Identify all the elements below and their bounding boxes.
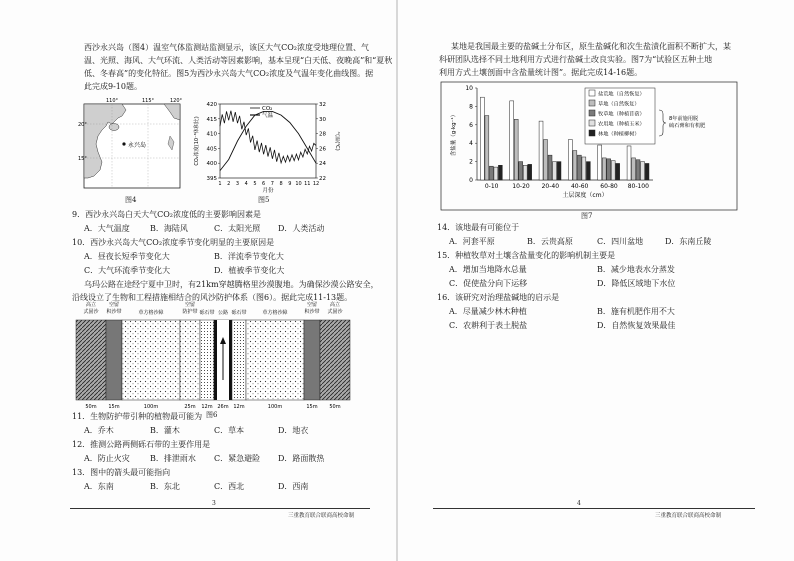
belt-width-label: 26m bbox=[217, 404, 229, 410]
y-tick-label: 410 bbox=[206, 131, 217, 138]
legend-label-co2: CO₂ bbox=[262, 106, 273, 112]
salinity-bar bbox=[586, 162, 590, 180]
q13-option: D．西南 bbox=[278, 482, 309, 491]
q13-option: A．东南 bbox=[84, 482, 114, 491]
question-14: 14．该地最有可能位于 bbox=[437, 223, 520, 232]
q10-option: A．昼夜长短季节变化大 bbox=[84, 252, 170, 261]
belt-width-label: 100m bbox=[143, 404, 159, 410]
lon-label: 120° bbox=[170, 98, 183, 104]
q11-option: C．草本 bbox=[214, 426, 245, 435]
intro-line: 低、冬春高”的变化特征。图5为西沙永兴岛大气CO₂浓度及气温年变化曲线图。据 bbox=[84, 69, 374, 78]
salinity-bar bbox=[480, 97, 484, 180]
belt-zone bbox=[122, 320, 180, 400]
lat-label: 20° bbox=[78, 122, 87, 128]
annotation-text: 硫石膏和有机肥 bbox=[669, 123, 706, 129]
intro-line: 此完成9-10题。 bbox=[84, 82, 142, 91]
x-tick-label: 1 bbox=[218, 181, 222, 187]
belt-top-label: 公路 bbox=[217, 310, 229, 316]
question-16: 16．该研究对治理盐碱地的启示是 bbox=[437, 293, 560, 302]
q12-option: D．路面散热 bbox=[278, 454, 325, 463]
q13-option: C．西北 bbox=[214, 482, 245, 491]
q16-option: D．自然恢复效果最佳 bbox=[597, 321, 676, 330]
page-number: 4 bbox=[577, 500, 581, 507]
salinity-bar bbox=[539, 121, 543, 180]
belt-top-label: 空留 bbox=[306, 302, 318, 308]
legend-swatch bbox=[589, 130, 595, 136]
x-tick-label: 7 bbox=[270, 181, 274, 187]
belt-top-label: 式固沙 bbox=[327, 309, 343, 315]
legend-swatch bbox=[589, 120, 595, 126]
y2-tick-label: 26 bbox=[319, 146, 326, 153]
belt-top-label: 空留 bbox=[108, 302, 120, 308]
x-tick-label: 3 bbox=[235, 181, 240, 187]
figure-6-caption: 图6 bbox=[206, 411, 218, 419]
figure-5-chart bbox=[190, 96, 340, 194]
belt-top-label: 草方格沙障 bbox=[262, 310, 288, 316]
x-tick-label: 12 bbox=[312, 181, 320, 187]
x-tick-label: 80-100 bbox=[627, 183, 649, 190]
question-15: 15．种植牧草对土壤含盐量变化的影响机制主要是 bbox=[437, 251, 616, 260]
x-tick-label: 10 bbox=[295, 181, 302, 187]
figure-5-caption: 图5 bbox=[258, 196, 270, 204]
salinity-bar bbox=[568, 140, 572, 180]
footer-divider bbox=[70, 508, 370, 509]
salinity-bar bbox=[627, 146, 631, 180]
x-tick-label: 5 bbox=[253, 181, 257, 187]
q14-option: B．云贵高原 bbox=[527, 237, 573, 246]
q14-option: D．东南丘陵 bbox=[665, 237, 712, 246]
q15-option: D．降低区域地下水位 bbox=[597, 279, 676, 288]
q13-option: B．东北 bbox=[150, 482, 180, 491]
salinity-bar bbox=[632, 158, 636, 180]
q11-option: B．灌木 bbox=[150, 426, 180, 435]
belt-width-label: 50m bbox=[329, 404, 341, 410]
intro-line: 温、光照、海风、大气环流、人类活动等因素影响，基本呈现“白天低、夜晚高”和“夏秋 bbox=[84, 56, 393, 65]
belt-width-label: 12m bbox=[233, 404, 245, 410]
q9-option: D．人类活动 bbox=[278, 224, 325, 233]
y-tick-label: 415 bbox=[206, 116, 217, 123]
legend-swatch bbox=[589, 100, 595, 106]
belt-zone bbox=[232, 320, 246, 400]
legend-label-temp: 气温 bbox=[262, 113, 274, 119]
q16-option: C．农耕利于表土脱盐 bbox=[449, 321, 528, 330]
belt-width-label: 100m bbox=[267, 404, 283, 410]
belt-top-label: 空留 bbox=[184, 302, 196, 308]
q12-option: B．排泄雨水 bbox=[150, 454, 196, 463]
belt-zone bbox=[304, 320, 320, 400]
footer-divider bbox=[433, 508, 755, 509]
passage-line: 乌玛公路在途经宁夏中卫时，有21km穿越腾格里沙漠腹地。为确保沙漠公路安全， bbox=[84, 280, 379, 289]
belt-zone bbox=[106, 320, 122, 400]
salinity-bar bbox=[548, 155, 552, 180]
intro-line: 某地是我国最主要的盐碱土分布区，原生盐碱化和次生盐渍化面积不断扩大，某 bbox=[451, 42, 731, 51]
question-10: 10．西沙永兴岛大气CO₂浓度季节变化明显的主要原因是 bbox=[72, 238, 275, 247]
q10-option: C．大气环流季节变化大 bbox=[84, 266, 171, 275]
salinity-bar bbox=[523, 165, 527, 180]
salinity-bar bbox=[498, 165, 502, 180]
lat-label: 15° bbox=[78, 156, 87, 162]
q15-option: B．减少地表水分蒸发 bbox=[597, 265, 675, 274]
y-tick-label: 4 bbox=[469, 140, 473, 148]
salinity-bar bbox=[510, 101, 514, 180]
q10-option: D．植被季节变化大 bbox=[214, 266, 285, 275]
belt-top-label: 防护带 bbox=[182, 309, 198, 315]
y-tick-label: 6 bbox=[469, 121, 473, 129]
belt-width-label: 25m bbox=[184, 404, 196, 410]
y2-axis-label: 气温(℃) bbox=[334, 131, 340, 151]
belt-width-label: 15m bbox=[306, 404, 318, 410]
legend-swatch bbox=[589, 110, 595, 116]
belt-zone bbox=[180, 320, 200, 400]
figure-4-map bbox=[78, 96, 188, 196]
q14-option: A．河套平原 bbox=[449, 237, 495, 246]
question-11: 11．生物防护带引种的植物最可能为 bbox=[72, 412, 203, 421]
y-tick-label: 405 bbox=[206, 146, 217, 153]
annotation-text: 8年前施用脱 bbox=[669, 116, 699, 122]
legend-label: 盐荒地（自然恢复） bbox=[598, 91, 645, 98]
x-axis-label: 土层深度（cm） bbox=[562, 192, 608, 199]
legend-swatch bbox=[589, 90, 595, 96]
y-tick-label: 0 bbox=[469, 177, 473, 184]
belt-top-label: 草方格沙障 bbox=[138, 310, 164, 316]
q11-option: A．乔木 bbox=[84, 426, 114, 435]
q15-option: A．增加当地降水总量 bbox=[449, 265, 527, 274]
salinity-bar bbox=[645, 163, 649, 180]
salinity-bar bbox=[636, 160, 640, 180]
belt-zone bbox=[76, 320, 106, 400]
q9-option: C．太阳光照 bbox=[214, 224, 261, 233]
belt-top-label: 砾石带 bbox=[199, 310, 215, 316]
salinity-bar bbox=[494, 167, 498, 180]
legend-label: 林地（种植柳树） bbox=[598, 131, 640, 138]
belt-top-label: 高立 bbox=[85, 302, 97, 308]
y-tick-label: 10 bbox=[465, 85, 473, 92]
belt-zone bbox=[320, 320, 350, 400]
belt-top-label: 积沙带 bbox=[304, 309, 320, 315]
y2-tick-label: 24 bbox=[319, 161, 326, 168]
yongxing-island-marker bbox=[122, 142, 125, 145]
figure-7-caption: 图7 bbox=[581, 212, 593, 220]
salinity-bar bbox=[519, 162, 523, 180]
salinity-bar bbox=[528, 164, 532, 180]
island-label: 永兴岛 bbox=[128, 142, 147, 149]
legend-label: 草地（自然恢复） bbox=[598, 101, 640, 108]
legend-brace bbox=[659, 110, 666, 136]
salinity-bar bbox=[607, 159, 611, 180]
intro-line: 科研团队选择不同土地利用方式进行盐碱土改良实验。图7为“试验区五种土地 bbox=[439, 55, 713, 64]
q10-option: B．洋流季节变化大 bbox=[214, 252, 284, 261]
salinity-bar bbox=[602, 158, 606, 180]
figure-4-caption: 图4 bbox=[125, 196, 137, 204]
x-tick-label: 4 bbox=[244, 181, 248, 187]
x-tick-label: 2 bbox=[227, 181, 231, 187]
figure-7-chart bbox=[439, 80, 739, 212]
y2-tick-label: 28 bbox=[319, 131, 326, 138]
salinity-bar bbox=[544, 140, 548, 180]
belt-width-label: 50m bbox=[85, 404, 97, 410]
y-tick-label: 395 bbox=[206, 176, 217, 182]
y2-tick-label: 22 bbox=[319, 176, 326, 182]
lon-label: 115° bbox=[142, 98, 155, 104]
right-page bbox=[397, 0, 794, 561]
y-tick-label: 8 bbox=[469, 103, 473, 111]
salinity-bar bbox=[577, 155, 581, 180]
y-axis-label: 含盐量（g·kg⁻¹） bbox=[451, 111, 457, 157]
q9-option: B．海陆风 bbox=[150, 224, 188, 233]
intro-line: 利用方式土壤剖面中含盐量统计图”。据此完成14-16题。 bbox=[439, 68, 643, 77]
x-tick-label: 20-40 bbox=[541, 183, 560, 190]
y2-tick-label: 32 bbox=[319, 102, 326, 108]
belt-zone bbox=[200, 320, 214, 400]
salinity-bar bbox=[598, 145, 602, 180]
y-tick-label: 2 bbox=[469, 158, 473, 166]
q14-option: C．四川盆地 bbox=[597, 237, 644, 246]
salinity-bar bbox=[641, 162, 645, 180]
belt-width-label: 12m bbox=[201, 404, 213, 410]
x-tick-label: 11 bbox=[304, 181, 311, 187]
y-tick-label: 420 bbox=[206, 102, 217, 108]
x-tick-label: 0-10 bbox=[484, 183, 499, 190]
salinity-bar bbox=[582, 157, 586, 180]
salinity-bar bbox=[573, 151, 577, 180]
salinity-bar bbox=[485, 116, 489, 180]
x-axis-label: 月份 bbox=[262, 188, 274, 194]
salinity-bar bbox=[553, 162, 557, 180]
intro-line: 西沙永兴岛（图4）温室气体监测站监测显示，该区大气CO₂浓度受地理位置、气 bbox=[84, 43, 369, 52]
page-footer: 三重教育联合联商高校命制 bbox=[655, 513, 722, 519]
q12-option: C．紧急避险 bbox=[214, 454, 261, 463]
legend-label: 牧草地（种植苜蓿） bbox=[598, 111, 645, 118]
question-9: 9．西沙永兴岛白天大气CO₂浓度低的主要影响因素是 bbox=[72, 210, 261, 219]
x-tick-label: 6 bbox=[262, 181, 266, 187]
salinity-bar bbox=[611, 161, 615, 180]
belt-top-label: 砾石带 bbox=[231, 310, 247, 316]
page-footer: 三重教育联合联商高校命制 bbox=[288, 513, 355, 519]
salinity-bar bbox=[514, 119, 518, 180]
y2-tick-label: 30 bbox=[319, 116, 326, 123]
y-axis-label: CO₂浓度(10⁻⁶体积比) bbox=[194, 116, 200, 166]
x-tick-label: 60-80 bbox=[600, 183, 618, 190]
legend-label: 农用地（种植玉米） bbox=[598, 121, 645, 128]
y-tick-label: 400 bbox=[206, 161, 217, 168]
q15-option: C．促使盐分向下运移 bbox=[449, 279, 528, 288]
passage-line: 沿线设立了生物和工程措施相结合的风沙防护体系（图6）。据此完成11-13题。 bbox=[72, 293, 353, 302]
belt-top-label: 积沙带 bbox=[106, 309, 122, 315]
x-tick-label: 40-60 bbox=[570, 183, 589, 190]
x-tick-label: 9 bbox=[288, 181, 292, 187]
q16-option: B．施有机肥作用不大 bbox=[597, 307, 675, 316]
lon-label: 110° bbox=[106, 98, 119, 104]
belt-width-label: 15m bbox=[108, 404, 120, 410]
q11-option: D．地衣 bbox=[278, 426, 309, 435]
q12-option: A．防止火灾 bbox=[84, 454, 130, 463]
belt-top-label: 式固沙 bbox=[83, 309, 99, 315]
belt-zone bbox=[246, 320, 304, 400]
question-12: 12．推测公路两侧砾石带的主要作用是 bbox=[72, 440, 211, 449]
q9-option: A．大气温度 bbox=[84, 224, 130, 233]
figure-6-diagram bbox=[74, 300, 354, 412]
salinity-bar bbox=[616, 163, 620, 180]
page-number: 3 bbox=[212, 500, 216, 507]
x-tick-label: 10-20 bbox=[512, 183, 530, 190]
question-13: 13．图中的箭头最可能指向 bbox=[72, 468, 171, 477]
salinity-bar bbox=[557, 162, 561, 180]
x-tick-label: 8 bbox=[279, 181, 283, 187]
salinity-bar bbox=[489, 166, 493, 180]
belt-top-label: 高立 bbox=[329, 302, 341, 308]
q16-option: A．尽量减少林木种植 bbox=[449, 307, 527, 316]
